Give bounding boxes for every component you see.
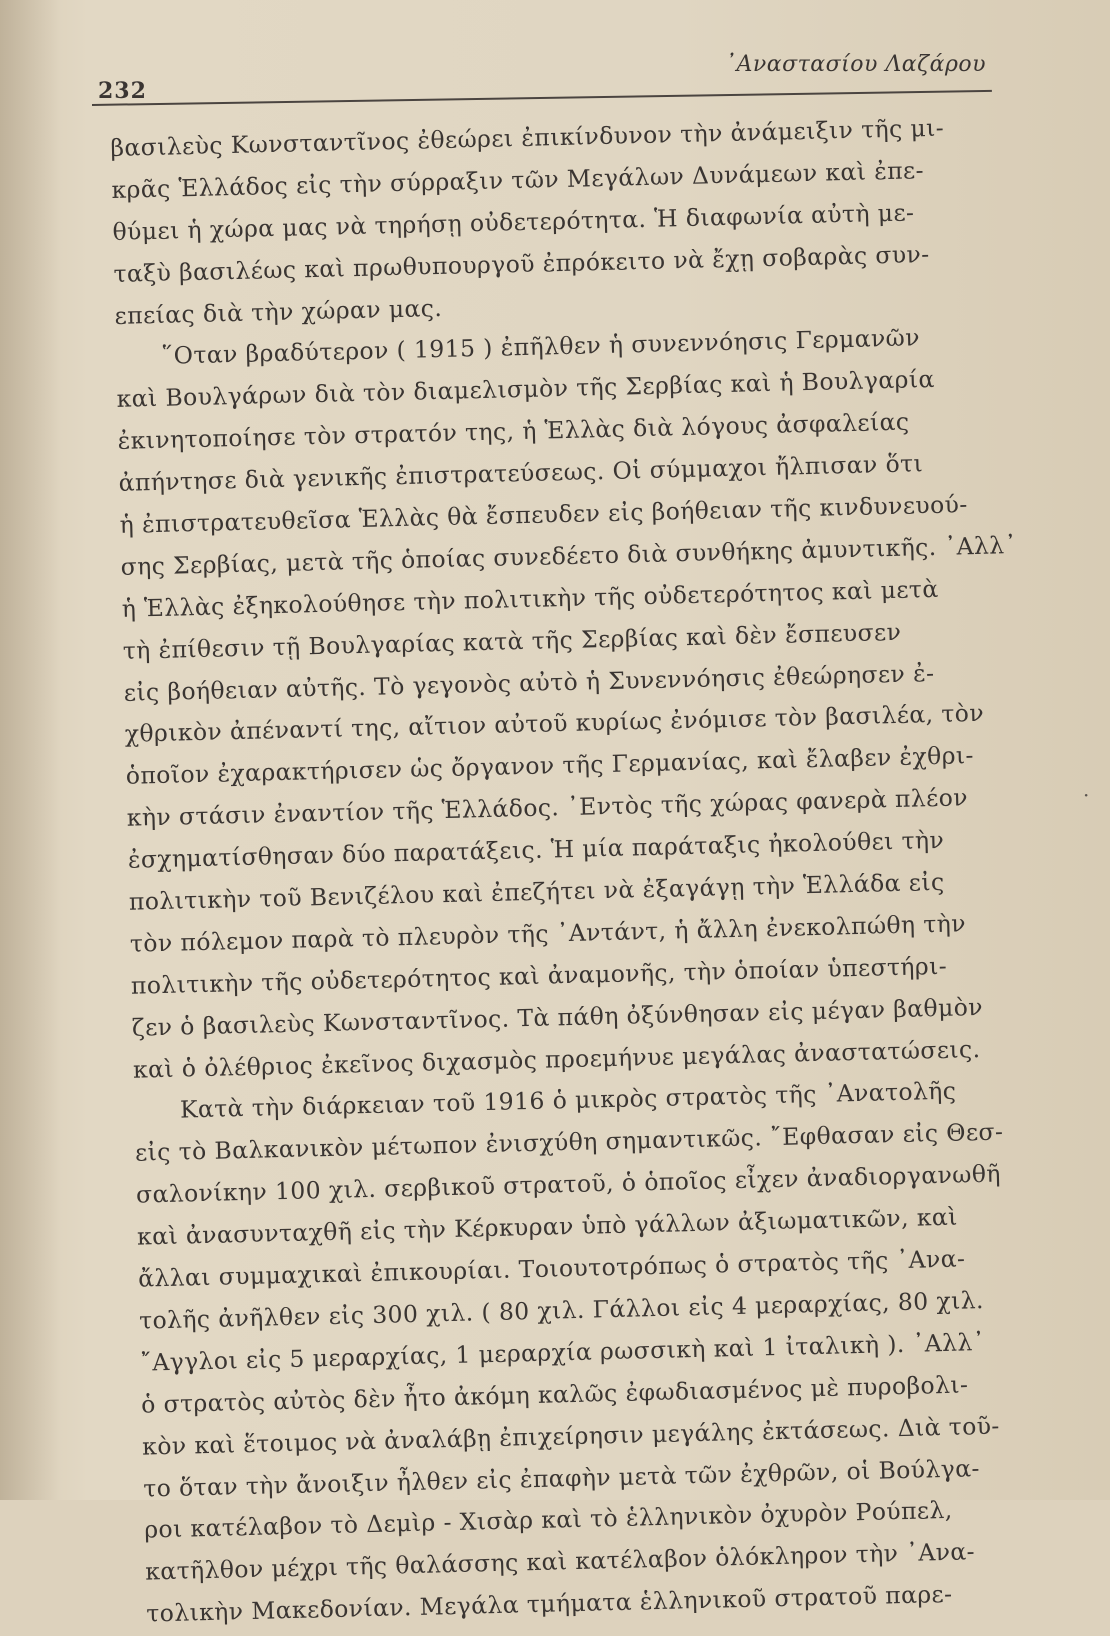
text-line: τολικὴν Μακεδονίαν. Μεγάλα τμήματα ἑλληνικοῦ στρατοῦ παρε- bbox=[145, 1580, 953, 1628]
text-line: ἀπήντησε διὰ γενικῆς ἐπιστρατεύσεως. Οἱ σύμμαχοι ἤλπισαν ὅτι bbox=[118, 449, 924, 498]
text-line: σαλονίκην 100 χιλ. σερβικοῦ στρατοῦ, ὁ ὁποῖος εἶχεν ἀναδιοργανωθῆ bbox=[135, 1159, 1002, 1209]
text-line: σης Σερβίας, μετὰ τῆς ὁποίας συνεδέετο διὰ συνθήκης ἀμυντικῆς. ᾿Αλλ᾿ bbox=[120, 530, 1017, 581]
paragraph-start-line: Κατὰ τὴν διάρκειαν τοῦ 1916 ὁ μικρὸς στρατὸς τῆς ᾿Ανατολῆς bbox=[179, 1077, 957, 1125]
text-line: ἐκινητοποίησε τὸν στρατόν της, ἡ Ἑλλὰς διὰ λόγους ἀσφαλείας bbox=[117, 407, 910, 456]
text-line: επείας διὰ τὴν χώραν μας. bbox=[114, 293, 443, 330]
text-line: ἡ ἐπιστρατευθεῖσα Ἑλλὰς θὰ ἔσπευδεν εἰς βοήθειαν τῆς κινδυνευού- bbox=[119, 490, 968, 539]
text-line: ὁ στρατὸς αὐτὸς δὲν ἦτο ἀκόμη καλῶς ἐφωδιασμένος μὲ πυροβολι- bbox=[140, 1370, 969, 1419]
text-line: κὸν καὶ ἕτοιμος νὰ ἀναλάβῃ ἐπιχείρησιν μεγάλης ἐκτάσεως. Διὰ τοῦ- bbox=[141, 1411, 1001, 1461]
body-text bbox=[110, 106, 1027, 1635]
text-line: ὁποῖον ἐχαρακτήρισεν ὡς ὄργανον τῆς Γερμανίας, καὶ ἔλαβεν ἐχθρι- bbox=[125, 741, 975, 791]
text-line: ροι κατέλαβον τὸ Δεμὶρ - Χισὰρ καὶ τὸ ἑλληνικὸν ὀχυρὸν Ρούπελ, bbox=[143, 1496, 953, 1544]
text-line: ζεν ὁ βασιλεὺς Κωνσταντῖνος. Τὰ πάθη ὀξύνθησαν εἰς μέγαν βαθμὸν bbox=[131, 992, 984, 1042]
text-line: θύμει ἡ χώρα μας νὰ τηρήσῃ οὐδετερότητα. Ἡ διαφωνία αὐτὴ με- bbox=[112, 198, 915, 246]
text-line: κρᾶς Ἑλλάδος εἰς τὴν σύρραξιν τῶν Μεγάλων Δυνάμεων καὶ ἐπε- bbox=[111, 156, 925, 204]
page-header bbox=[92, 48, 992, 108]
text-line: τὸν πόλεμον παρὰ τὸ πλευρὸν τῆς ᾿Αντάντ, ἡ ἄλλη ἐνεκολπώθη τὴν bbox=[129, 909, 967, 958]
text-line: ἄλλαι συμμαχικαὶ ἐπικουρίαι. Τοιουτοτρόπως ὁ στρατὸς τῆς ᾿Ανα- bbox=[137, 1244, 966, 1293]
text-line: ἐσχηματίσθησαν δύο παρατάξεις. Ἡ μία παράταξις ἠκολούθει τὴν bbox=[127, 825, 945, 874]
text-line: χθρικὸν ἀπέναντί της, αἴτιον αὐτοῦ κυρίως ἐνόμισε τὸν βασιλέα, τὸν bbox=[124, 699, 985, 749]
text-line: καὶ Βουλγάρων διὰ τὸν διαμελισμὸν τῆς Σερβίας καὶ ἡ Βουλγαρία bbox=[116, 365, 936, 414]
page-gutter-shadow bbox=[0, 0, 60, 1500]
text-line: εἰς βοήθειαν αὐτῆς. Τὸ γεγονὸς αὐτὸ ἡ Συνεννόησις ἐθεώρησεν ἐ- bbox=[123, 658, 935, 707]
text-line: βασιλεὺς Κωνσταντῖνος ἐθεώρει ἐπικίνδυνον τὴν ἀνάμειξιν τῆς μι- bbox=[110, 113, 945, 162]
text-line: εἰς τὸ Βαλκανικὸν μέτωπον ἐνισχύθη σημαντικῶς. ῎Εφθασαν εἰς Θεσ- bbox=[134, 1117, 1004, 1168]
text-line: καὶ ἀνασυνταχθῆ εἰς τὴν Κέρκυραν ὑπὸ γάλλων ἀξιωματικῶν, καὶ bbox=[136, 1202, 959, 1251]
text-line: πολιτικὴν τοῦ Βενιζέλου καὶ ἐπεζήτει νὰ ἐξαγάγῃ τὴν Ἑλλάδα εἰς bbox=[128, 867, 945, 916]
margin-mark: · bbox=[1083, 783, 1090, 807]
text-line: ἡ Ἑλλὰς ἐξηκολούθησε τὴν πολιτικὴν τῆς οὐδετερότητος καὶ μετὰ bbox=[121, 574, 939, 623]
page-number: 232 bbox=[98, 78, 147, 104]
text-line: καὶ ὁ ὀλέθριος ἐκεῖνος διχασμὸς προεμήνυε μεγάλας ἀναστατώσεις. bbox=[132, 1034, 981, 1084]
running-head: ᾿Αναστασίου Λαζάρου bbox=[725, 52, 986, 77]
text-line: ταξὺ βασιλέως καὶ πρωθυπουργοῦ ἐπρόκειτο νὰ ἔχῃ σοβαρὰς συν- bbox=[113, 239, 930, 288]
text-line: κὴν στάσιν ἐναντίον τῆς Ἑλλάδος. ᾿Εντὸς τῆς χώρας φανερὰ πλέον bbox=[126, 783, 969, 833]
header-rule bbox=[92, 90, 992, 106]
text-line: τὴ ἐπίθεσιν τῇ Βουλγαρίας κατὰ τῆς Σερβίας καὶ δὲν ἔσπευσεν bbox=[122, 617, 902, 665]
paragraph-start-line: ῞Οταν βραδύτερον ( 1915 ) ἐπῆλθεν ἡ συνεννόησις Γερμανῶν bbox=[161, 323, 921, 371]
text-line: ῎Αγγλοι εἰς 5 μεραρχίας, 1 μεραρχία ρωσσικὴ καὶ 1 ἰταλικὴ ). ᾿Αλλ᾿ bbox=[139, 1327, 986, 1377]
text-line: το ὅταν τὴν ἄνοιξιν ἦλθεν εἰς ἐπαφὴν μετὰ τῶν ἐχθρῶν, οἱ Βούλγα- bbox=[142, 1453, 981, 1503]
text-line: τολῆς ἀνῆλθεν εἰς 300 χιλ. ( 80 χιλ. Γάλλοι εἰς 4 μεραρχίας, 80 χιλ. bbox=[138, 1285, 985, 1335]
text-line: πολιτικὴν τῆς οὐδετερότητος καὶ ἀναμονῆς, τὴν ὁποίαν ὑπεστήρι- bbox=[130, 951, 948, 1000]
text-line: κατῆλθον μέχρι τῆς θαλάσσης καὶ κατέλαβον ὁλόκληρον τὴν ᾿Ανα- bbox=[144, 1537, 976, 1586]
